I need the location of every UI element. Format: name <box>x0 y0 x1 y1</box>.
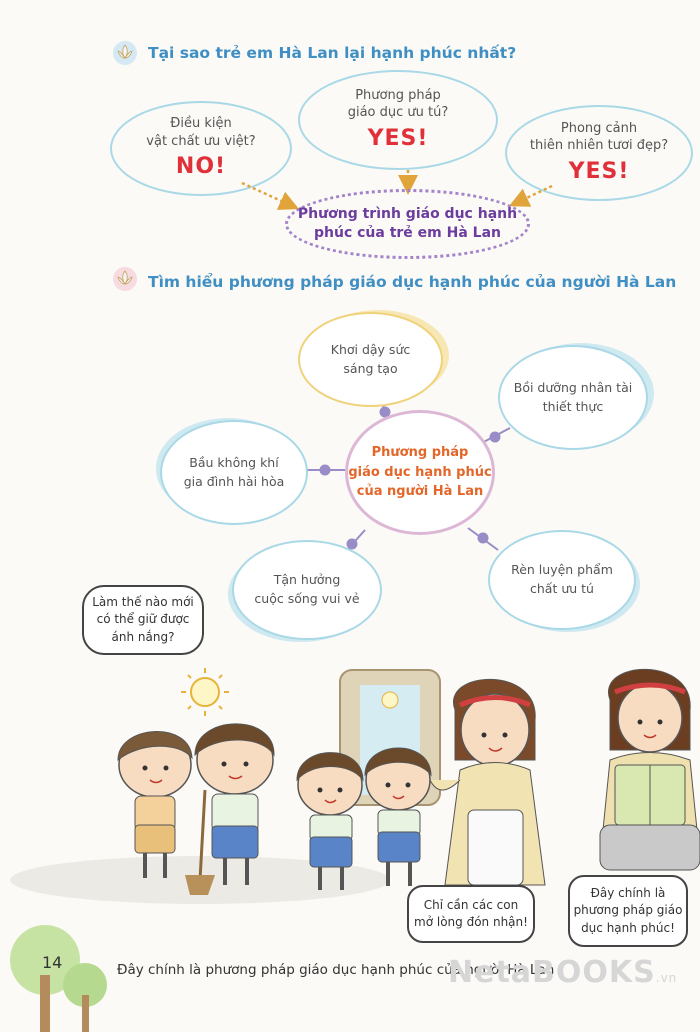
speech-bubble-mother <box>407 885 535 943</box>
node-text: Rèn luyện phẩm <box>511 562 613 578</box>
node-text: thiết thực <box>542 398 604 414</box>
bubble-text: vật chất ưu việt? <box>146 133 256 149</box>
sun-icon <box>181 668 229 716</box>
page-caption: Đây chính là phương pháp giáo dục hạnh phúc của người Hà Lan <box>117 962 555 978</box>
section-heading-method: Tìm hiểu phương pháp giáo dục hạnh phúc của người Hà Lan <box>148 273 677 291</box>
speech-text: Làm thế nào mới <box>92 594 194 609</box>
mindmap-node-talent <box>498 345 648 450</box>
speech-text: mở lòng đón nhận! <box>414 915 528 929</box>
speech-text: Đây chính là <box>590 885 666 900</box>
mindmap-node-family <box>160 420 308 525</box>
center-text: giáo dục hạnh phúc <box>348 464 492 480</box>
lotus-icon <box>112 266 138 292</box>
watermark-logo <box>448 955 677 990</box>
kid-standing-2 <box>365 748 431 886</box>
watermark-suffix: .vn <box>655 971 678 985</box>
node-text: sáng tạo <box>343 360 398 376</box>
equation-oval <box>285 189 530 259</box>
speech-text: có thể giữ được <box>96 612 190 627</box>
node-text: gia đình hài hòa <box>183 473 285 489</box>
speech-bubble-teacher <box>568 875 688 947</box>
speech-text: dục hạnh phúc! <box>581 920 675 935</box>
kid-sweeping-1 <box>118 732 192 878</box>
node-text: Bầu không khí <box>189 454 279 470</box>
answer-yes: YES! <box>367 125 429 151</box>
center-text: Phương pháp <box>371 445 469 461</box>
bubble-text: Phong cảnh <box>560 120 638 136</box>
speech-bubble-kids <box>82 585 204 655</box>
answer-no: NO! <box>175 154 227 180</box>
bubble-text: thiên nhiên tươi đẹp? <box>529 138 669 154</box>
node-text: cuộc sống vui vẻ <box>254 591 360 606</box>
node-text: Khơi dậy sức <box>330 341 411 357</box>
node-text: Tận hưởng <box>273 572 341 588</box>
equation-text: Phương trình giáo dục hạnh <box>297 206 518 223</box>
speech-text: Chỉ cần các con <box>423 897 519 912</box>
mindmap-center <box>345 410 495 535</box>
bubble-text: giáo dục ưu tú? <box>347 105 449 121</box>
watermark-main: NetaBOOKS <box>448 955 656 990</box>
speech-text: ánh nắng? <box>111 629 175 644</box>
teacher-figure <box>600 669 700 870</box>
center-text: của người Hà Lan <box>356 484 484 500</box>
node-text: Bồi dưỡng nhân tài <box>513 379 633 395</box>
section-heading-why: Tại sao trẻ em Hà Lan lại hạnh phúc nhất? <box>148 44 517 62</box>
speech-text: phương pháp giáo <box>573 903 683 918</box>
page-number: 14 <box>42 953 63 972</box>
mindmap-node-enjoy <box>232 540 382 640</box>
node-text: chất ưu tú <box>530 581 594 596</box>
bubble-text: Phương pháp <box>355 87 441 103</box>
answer-yes: YES! <box>568 158 630 184</box>
equation-text: phúc của trẻ em Hà Lan <box>313 225 501 241</box>
tree-illustration <box>0 925 120 1032</box>
mindmap-node-creativity <box>298 312 443 407</box>
mother-figure <box>430 679 545 885</box>
mindmap-node-character <box>488 530 636 630</box>
bubble-text: Điều kiện <box>170 116 232 132</box>
